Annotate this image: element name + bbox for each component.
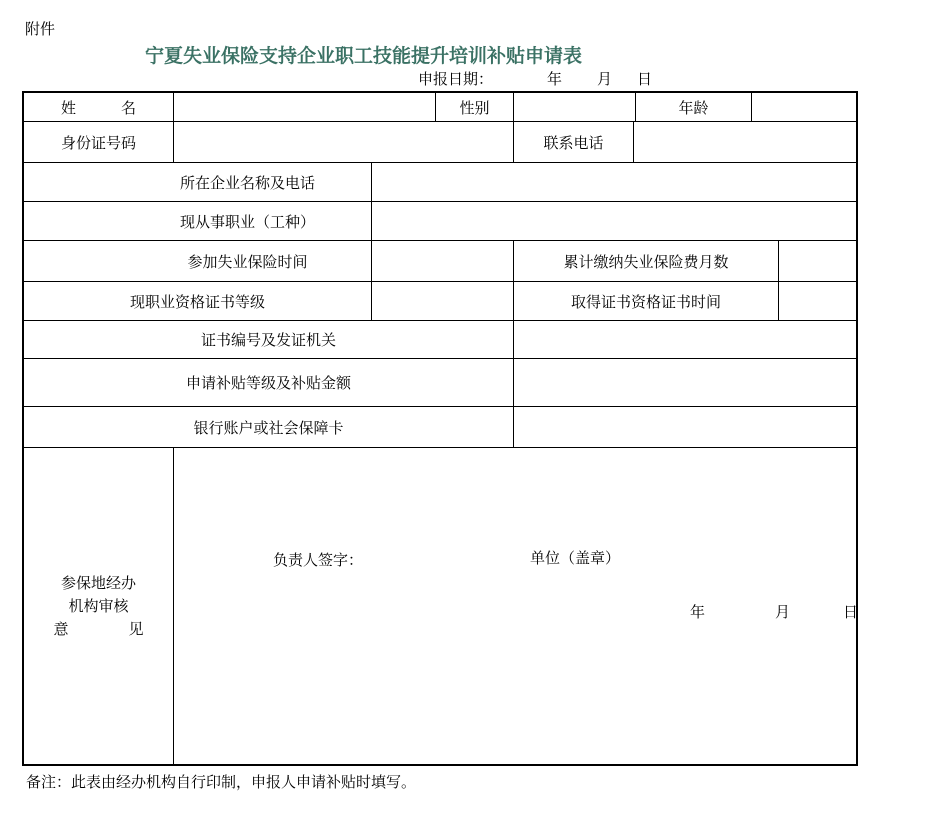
review-agency-label-line3: 意 见	[53, 620, 144, 638]
contact-phone-label-cell: 联系电话	[514, 122, 634, 162]
table-row	[24, 202, 856, 241]
insurance-join-time-label-cell: 参加失业保险时间	[24, 241, 372, 281]
table-row	[24, 321, 856, 359]
age-label-cell: 年龄	[636, 93, 752, 121]
table-row	[24, 163, 856, 202]
certificate-number-label-cell: 证书编号及发证机关	[24, 321, 514, 358]
table-row	[24, 122, 856, 163]
certificate-obtain-time-value-cell[interactable]	[779, 282, 856, 320]
review-day-label: 日	[843, 604, 859, 621]
gender-label-cell: 性别	[436, 93, 514, 121]
id-number-label-cell: 身份证号码	[24, 122, 174, 162]
signature-label: 负责人签字：	[273, 552, 364, 569]
occupation-value-cell[interactable]	[372, 202, 856, 240]
bank-account-value-cell[interactable]	[514, 407, 856, 447]
table-row	[24, 359, 856, 407]
company-label-cell: 所在企业名称及电话	[24, 163, 372, 201]
review-agency-label-line2: 机构审核	[68, 597, 129, 615]
declare-date-label: 申报日期：	[418, 71, 494, 88]
bank-account-label-cell: 银行账户或社会保障卡	[24, 407, 514, 447]
insurance-paid-months-label-cell: 累计缴纳失业保险费月数	[514, 241, 779, 281]
insurance-paid-months-value-cell[interactable]	[779, 241, 856, 281]
table-row	[24, 93, 856, 122]
id-number-value-cell[interactable]	[174, 122, 514, 162]
contact-phone-value-cell[interactable]	[634, 122, 856, 162]
certificate-number-value-cell[interactable]	[514, 321, 856, 358]
age-value-cell[interactable]	[752, 93, 856, 121]
declare-date-year-label: 年	[547, 71, 563, 88]
application-form-table	[22, 91, 858, 766]
subsidy-label-cell: 申请补贴等级及补贴金额	[24, 359, 514, 406]
company-value-cell[interactable]	[372, 163, 856, 201]
gender-value-cell[interactable]	[514, 93, 636, 121]
review-month-label: 月	[775, 604, 791, 621]
review-agency-label-line1: 参保地经办	[60, 574, 136, 592]
attachment-label: 附件	[25, 21, 56, 38]
review-content-cell[interactable]	[174, 448, 859, 764]
table-row	[24, 241, 856, 282]
review-year-label: 年	[690, 604, 706, 621]
declare-date-month-label: 月	[597, 71, 613, 88]
certificate-obtain-time-label-cell: 取得证书资格证书时间	[514, 282, 779, 320]
form-title: 宁夏失业保险支持企业职工技能提升培训补贴申请表	[145, 46, 583, 67]
name-label-cell: 姓 名	[24, 93, 174, 121]
table-row	[24, 282, 856, 321]
table-row	[24, 448, 859, 764]
certificate-level-label-cell: 现职业资格证书等级	[24, 282, 372, 320]
declare-date-day-label: 日	[637, 71, 653, 88]
occupation-label-cell: 现从事职业（工种）	[24, 202, 372, 240]
subsidy-value-cell[interactable]	[514, 359, 856, 406]
unit-seal-label: 单位（盖章）	[530, 550, 621, 567]
review-agency-label-cell	[24, 448, 174, 764]
name-value-cell[interactable]	[174, 93, 436, 121]
certificate-level-value-cell[interactable]	[372, 282, 514, 320]
footnote: 备注：此表由经办机构自行印制，申报人申请补贴时填写。	[26, 774, 417, 791]
table-row	[24, 407, 856, 448]
insurance-join-time-value-cell[interactable]	[372, 241, 514, 281]
